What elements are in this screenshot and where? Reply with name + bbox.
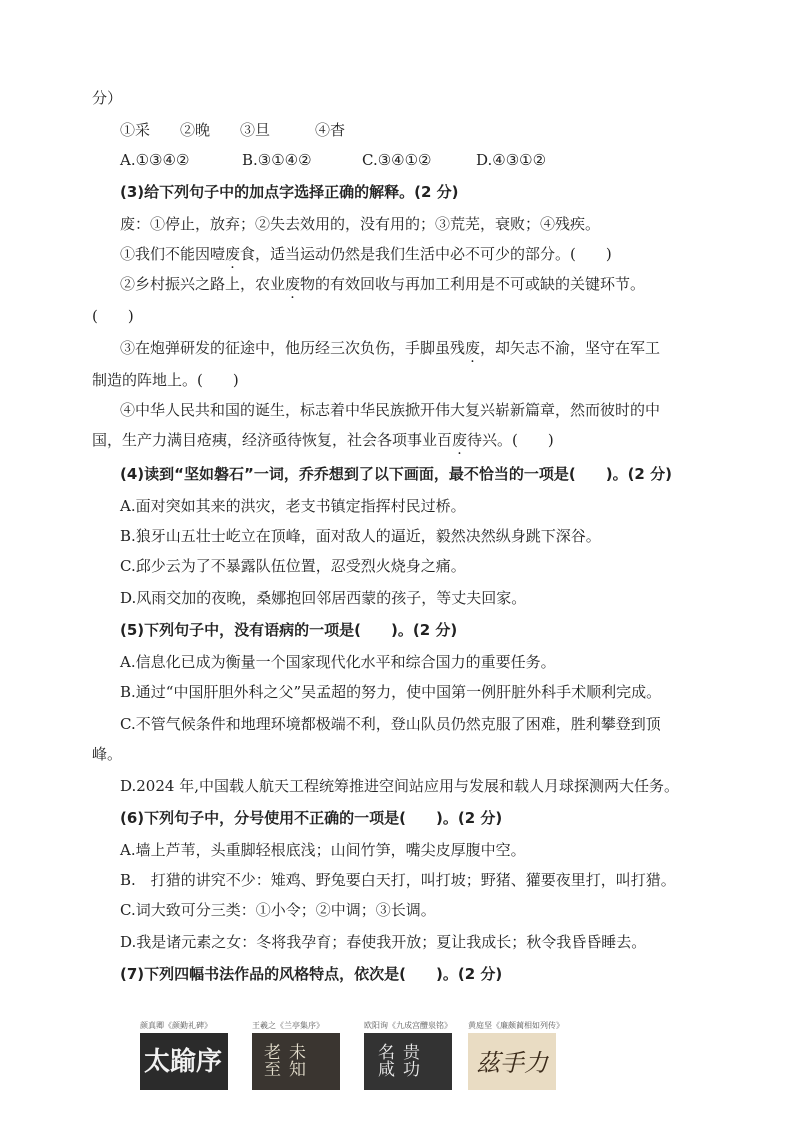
q3-sentence-4: ④中华人民共和国的诞生，标志着中华民族掀开伟大复兴崭新篇章，然而彼时的中 [120, 401, 661, 419]
option-a: A.①③④② [120, 151, 190, 169]
q6-option-b: B. 打猎的讲究不少：雉鸡、野兔要白天打，叫打坡；野猪、獾要夜里打，叫打猎。 [120, 871, 676, 889]
q5-stem: (5)下列句子中，没有语病的一项是( )。(2 分) [120, 621, 458, 639]
q5-option-a: A.信息化已成为衡量一个国家现代化水平和综合国力的重要任务。 [120, 653, 556, 671]
q3-sentence-3: ③在炮弹研发的征途中，他历经三次负伤，手脚虽残废，却矢志不渝，坚守在军工 [120, 339, 661, 357]
calligraphy-caption: 欧阳询《九成宫醴泉铭》 [364, 1021, 452, 1030]
dotted-character: 废 [465, 339, 481, 357]
calligraphy-image-1: 太踰序 [140, 1033, 228, 1090]
q3-sentence-1: ①我们不能因噎废食，适当运动仍然是我们生活中必不可少的部分。( ) [120, 245, 612, 263]
q4-option-d: D.风雨交加的夜晚，桑娜抱回邻居西蒙的孩子，等丈夫回家。 [120, 589, 527, 607]
q4-option-c: C.邱少云为了不暴露队伍位置，忍受烈火烧身之痛。 [120, 557, 466, 575]
q4-option-a: A.面对突如其来的洪灾，老支书镇定指挥村民过桥。 [120, 497, 466, 515]
q6-stem: (6)下列句子中，分号使用不正确的一项是( )。(2 分) [120, 809, 503, 827]
calligraphy-work-1 [140, 1020, 228, 1120]
dotted-character: 废 [285, 275, 301, 293]
dotted-character: 废 [225, 245, 241, 263]
q3-stem: (3)给下列句子中的加点字选择正确的解释。(2 分) [120, 183, 459, 201]
q6-option-a: A.墙上芦苇，头重脚轻根底浅；山间竹笋，嘴尖皮厚腹中空。 [120, 841, 526, 859]
dotted-character: 废 [452, 431, 468, 449]
calligraphy-caption: 黄庭坚《廉颇蔺相如列传》 [468, 1021, 564, 1030]
calligraphy-caption: 王羲之《兰亭集序》 [252, 1021, 324, 1030]
q3-sentence-2-paren: ( ) [92, 307, 134, 325]
calligraphy-work-3 [364, 1020, 452, 1120]
q2-items: ①采 ②晚 ③旦 ④杳 [120, 121, 346, 139]
calligraphy-gallery [140, 1020, 564, 1120]
calligraphy-image-4: 茲手力 [468, 1033, 556, 1090]
calligraphy-image-3: 贵功名咸 [364, 1033, 452, 1090]
q4-option-b: B.狼牙山五壮士屹立在顶峰，面对敌人的逼近，毅然决然纵身跳下深谷。 [120, 527, 601, 545]
calligraphy-image-2: 未知老至 [252, 1033, 340, 1090]
calligraphy-work-2 [252, 1020, 340, 1120]
q5-option-b: B.通过“中国肝胆外科之父”吴孟超的努力，使中国第一例肝脏外科手术顺利完成。 [120, 683, 662, 701]
calligraphy-caption: 颜真卿《颜勤礼碑》 [140, 1021, 212, 1030]
q5-option-d: D.2024 年,中国载人航天工程统筹推进空间站应用与发展和载人月球探测两大任务。 [120, 777, 679, 795]
q4-stem: (4)读到“坚如磐石”一词，乔乔想到了以下画面，最不恰当的一项是( )。(2 分) [120, 465, 672, 483]
question-fragment: 分） [92, 89, 123, 107]
q3-sentence-3-cont: 制造的阵地上。( ) [92, 371, 239, 389]
q5-option-c-cont: 峰。 [92, 745, 123, 763]
option-b: B.③①④② [242, 151, 312, 169]
q7-stem: (7)下列四幅书法作品的风格特点，依次是( )。(2 分) [120, 965, 503, 983]
option-d: D.④③①② [476, 151, 547, 169]
q6-option-c: C.词大致可分三类：①小令；②中调；③长调。 [120, 901, 436, 919]
option-c: C.③④①② [362, 151, 432, 169]
calligraphy-work-4 [468, 1020, 564, 1120]
q3-sentence-4-cont: 国，生产力满目疮痍，经济亟待恢复，社会各项事业百废待兴。( ) [92, 431, 554, 449]
q5-option-c: C.不管气候条件和地理环境都极端不利，登山队员仍然克服了困难，胜利攀登到顶 [120, 715, 661, 733]
q3-definition: 废：①停止，放弃；②失去效用的，没有用的；③荒芜，衰败；④残疾。 [120, 215, 601, 233]
q3-sentence-2: ②乡村振兴之路上，农业废物的有效回收与再加工利用是不可或缺的关键环节。 [120, 275, 646, 293]
q6-option-d: D.我是诸元素之女：冬将我孕育；春使我开放；夏让我成长；秋令我昏昏睡去。 [120, 933, 647, 951]
